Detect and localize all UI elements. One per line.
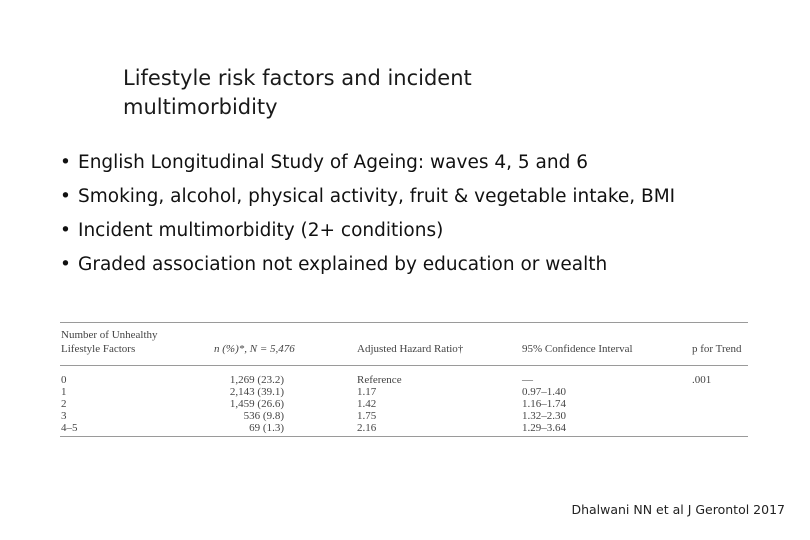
table-header-rule <box>60 365 748 366</box>
slide-title <box>123 64 472 122</box>
cell-ci: 1.16–1.74 <box>522 398 566 410</box>
bullet-text: Graded association not explained by education or wealth <box>78 254 608 275</box>
results-table <box>60 322 748 437</box>
bullet-text: English Longitudinal Study of Ageing: waves 4, 5 and 6 <box>78 152 588 173</box>
bullet-item <box>60 180 675 214</box>
cell-ci: 1.32–2.30 <box>522 410 566 422</box>
table-bottom-rule <box>60 436 748 437</box>
cell-hr: 1.75 <box>357 410 377 422</box>
table-header <box>60 323 748 365</box>
cell-hr: Reference <box>357 374 402 386</box>
bullet-icon: • <box>60 220 71 241</box>
header-p-trend: p for Trend <box>692 343 742 355</box>
table-row <box>60 374 748 386</box>
citation: Dhalwani NN et al J Gerontol 2017 <box>571 502 785 517</box>
cell-factors: 3 <box>61 410 67 422</box>
bullet-item <box>60 248 675 282</box>
bullet-item <box>60 214 675 248</box>
table-row <box>60 422 748 434</box>
header-factors-line-1: Number of Unhealthy <box>61 329 158 341</box>
cell-hr: 1.42 <box>357 398 377 410</box>
table-row <box>60 410 748 422</box>
cell-ci: — <box>522 374 533 386</box>
cell-factors: 0 <box>61 374 67 386</box>
slide-title-line-2: multimorbidity <box>123 95 278 119</box>
table-row <box>60 398 748 410</box>
bullet-icon: • <box>60 254 71 275</box>
cell-n: 1,269 (23.2) <box>229 374 284 386</box>
cell-factors: 4–5 <box>61 422 78 434</box>
bullet-item <box>60 146 675 180</box>
cell-hr: 2.16 <box>357 422 377 434</box>
cell-n: 536 (9.8) <box>243 410 284 422</box>
cell-n: 69 (1.3) <box>249 422 284 434</box>
header-factors-line-2: Lifestyle Factors <box>61 343 136 355</box>
cell-ci: 0.97–1.40 <box>522 386 566 398</box>
header-n-percent: n (%)*, N = 5,476 <box>214 343 295 355</box>
header-confidence-interval: 95% Confidence Interval <box>522 343 633 355</box>
bullet-list <box>60 146 675 282</box>
slide-title-line-1: Lifestyle risk factors and incident <box>123 66 472 90</box>
cell-n: 1,459 (26.6) <box>229 398 284 410</box>
cell-factors: 2 <box>61 398 67 410</box>
bullet-text: Smoking, alcohol, physical activity, fruit & vegetable intake, BMI <box>78 186 676 207</box>
table-row <box>60 386 748 398</box>
bullet-icon: • <box>60 186 71 207</box>
bullet-icon: • <box>60 152 71 173</box>
cell-n: 2,143 (39.1) <box>229 386 284 398</box>
cell-hr: 1.17 <box>357 386 377 398</box>
header-hazard-ratio: Adjusted Hazard Ratio† <box>357 343 464 355</box>
bullet-text: Incident multimorbidity (2+ conditions) <box>78 220 444 241</box>
cell-ci: 1.29–3.64 <box>522 422 566 434</box>
cell-factors: 1 <box>61 386 67 398</box>
cell-trend: .001 <box>692 374 712 386</box>
